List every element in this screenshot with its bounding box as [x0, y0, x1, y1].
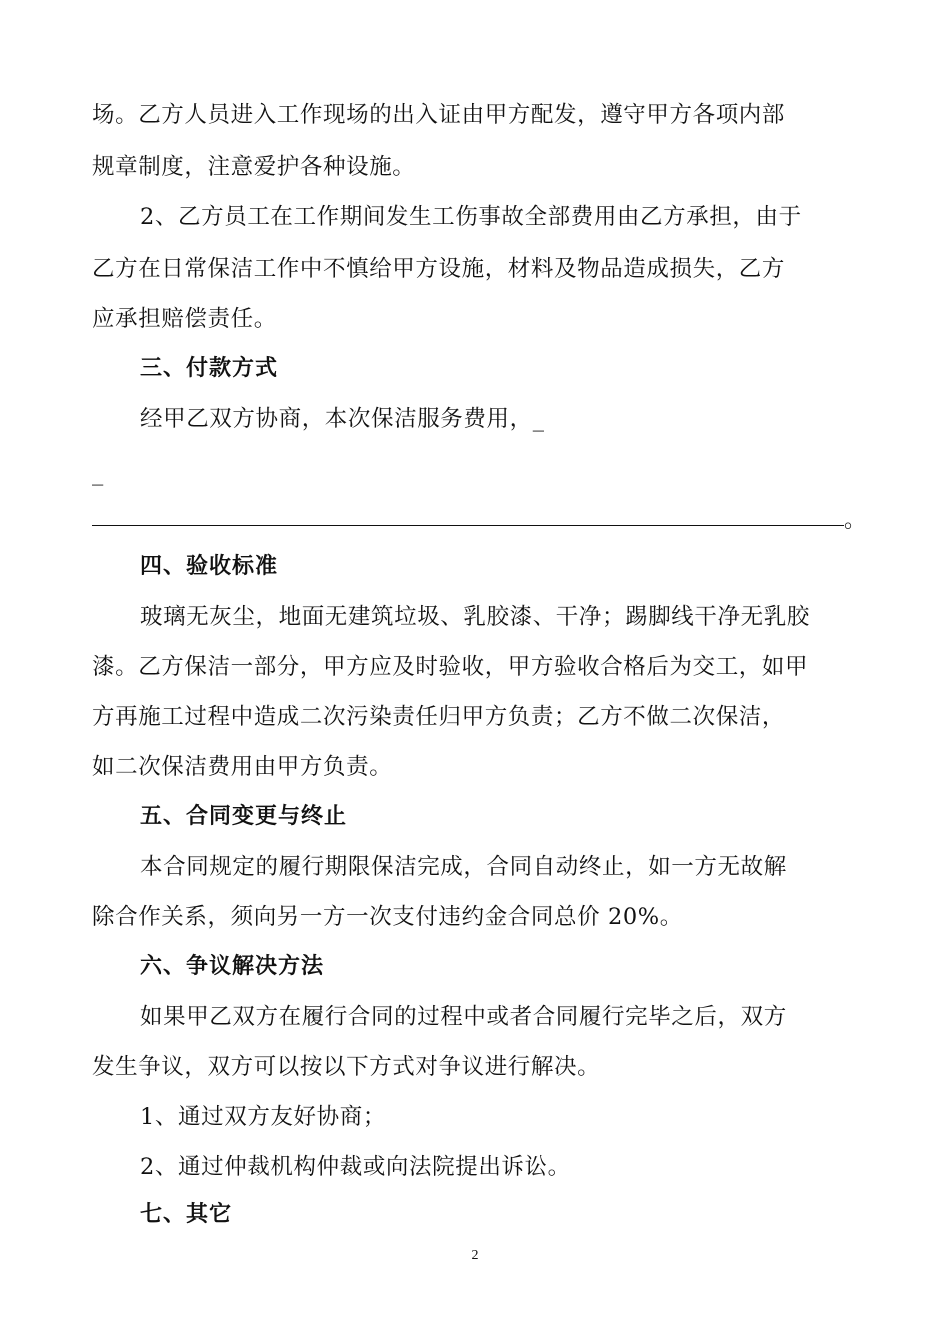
paragraph-line: 方再施工过程中造成二次污染责任归甲方负责；乙方不做二次保洁， [92, 704, 786, 730]
paragraph-line: 本合同规定的履行期限保洁完成，合同自动终止，如一方无故解 [140, 854, 787, 880]
section-heading-payment: 三、付款方式 [140, 356, 279, 381]
paragraph-line: 玻璃无灰尘，地面无建筑垃圾、乳胶漆、干净；踢脚线干净无乳胶 [140, 604, 810, 630]
paragraph-line: 发生争议，双方可以按以下方式对争议进行解决。 [92, 1054, 601, 1080]
paragraph-line: 场。乙方人员进入工作现场的出入证由甲方配发，遵守甲方各项内部 [92, 102, 786, 128]
paragraph-line: 规章制度，注意爱护各种设施。 [92, 154, 416, 180]
section-heading-other: 七、其它 [140, 1202, 233, 1227]
blank-line-period: 。 [844, 508, 867, 533]
list-item: 1、通过双方友好协商； [140, 1104, 386, 1130]
paragraph-line: 经甲乙双方协商，本次保洁服务费用，_ [140, 406, 545, 432]
section-heading-dispute: 六、争议解决方法 [140, 954, 325, 979]
paragraph-line: 如二次保洁费用由甲方负责。 [92, 754, 393, 780]
list-item: 2、通过仲裁机构仲裁或向法院提出诉讼。 [140, 1154, 571, 1180]
section-heading-acceptance: 四、验收标准 [140, 554, 279, 579]
paragraph-line: 2、乙方员工在工作期间发生工伤事故全部费用由乙方承担，由于 [140, 204, 802, 230]
paragraph-line: 漆。乙方保洁一部分，甲方应及时验收，甲方验收合格后为交工，如甲 [92, 654, 809, 680]
fill-in-blank-line [92, 525, 844, 526]
section-heading-change-termination: 五、合同变更与终止 [140, 804, 348, 829]
page-number: 2 [471, 1248, 479, 1263]
paragraph-line: _ [92, 460, 104, 486]
paragraph-line: 如果甲乙双方在履行合同的过程中或者合同履行完毕之后，双方 [140, 1004, 787, 1030]
paragraph-line: 应承担赔偿责任。 [92, 306, 277, 332]
paragraph-line: 乙方在日常保洁工作中不慎给甲方设施，材料及物品造成损失，乙方 [92, 256, 786, 282]
paragraph-line: 除合作关系，须向另一方一次支付违约金合同总价 20%。 [92, 904, 683, 930]
